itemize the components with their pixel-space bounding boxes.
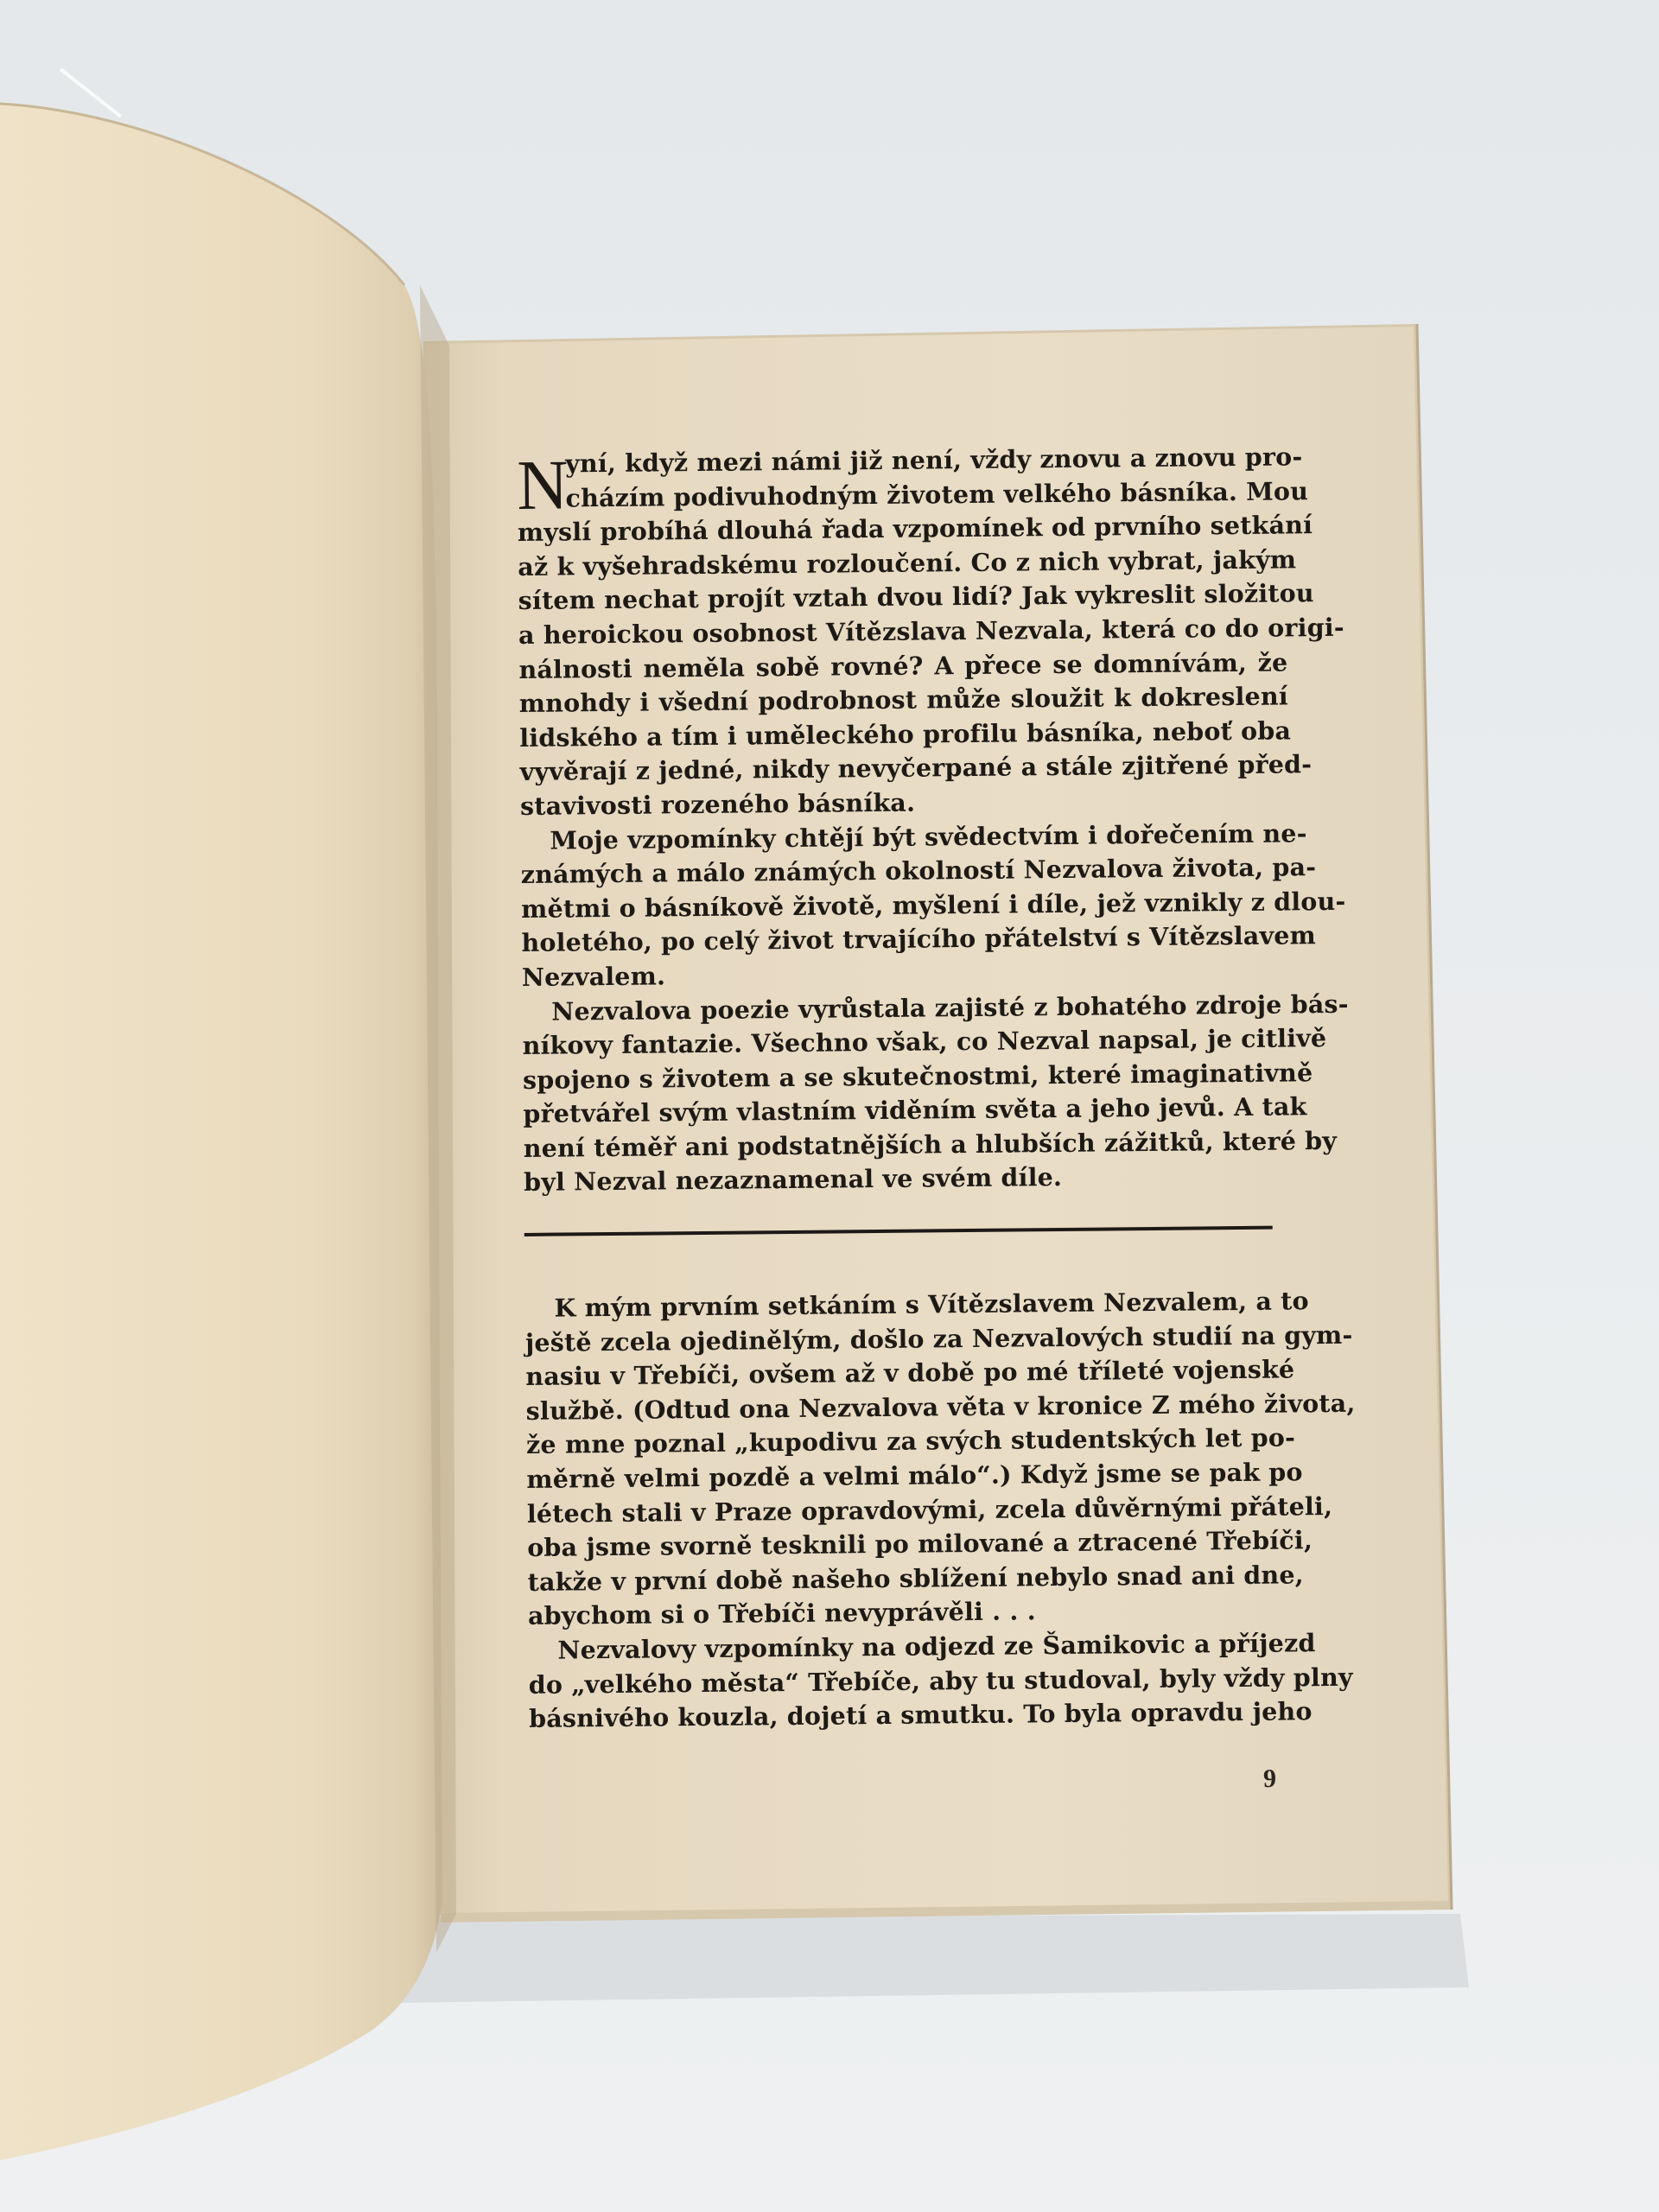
- paragraph-4: [524, 1284, 1356, 1633]
- text-line: ještě zcela ojedinělým, došlo za Nezvalových studií na gym-: [524, 1319, 1353, 1357]
- text-line: službě. (Odtud ona Nezvalova věta v kronice Z mého života,: [525, 1388, 1356, 1426]
- text-line: létech stali v Praze opravdovými, zcela důvěrnými přáteli,: [526, 1491, 1333, 1529]
- text-line: známých a málo známých okolností Nezvalova života, pa-: [520, 852, 1317, 890]
- text-line: až k vyšehradskému rozloučení. Co z nich vybrat, jakým: [518, 544, 1297, 582]
- drop-cap: N: [516, 445, 569, 524]
- text-line: K mým prvním setkáním s Vítězslavem Nezvalem, a to: [554, 1286, 1309, 1323]
- text-line: Nezvalovy vzpomínky na odjezd ze Šamikovic a příjezd: [557, 1628, 1316, 1665]
- text-line: oba jsme svorně tesknili po milované a ztracené Třebíči,: [527, 1525, 1313, 1563]
- page-number: 9: [1262, 1764, 1277, 1794]
- text-line: nasiu v Třebíči, ovšem až v době po mé tříleté vojenské: [525, 1354, 1295, 1392]
- text-line: že mne poznal „kupodivu za svých studentských let po-: [525, 1422, 1296, 1460]
- paragraph-5: [528, 1626, 1353, 1736]
- text-line: holetého, po celý život trvajícího přátelství s Vítězslavem: [521, 920, 1317, 958]
- page-text: [516, 440, 1356, 1736]
- text-line: nálnosti neměla sobě rovné? A přece se domnívám, že: [518, 647, 1288, 684]
- text-line: lidského a tím i uměleckého profilu básníka, neboť oba: [519, 715, 1292, 753]
- text-line: Nezvalem.: [521, 961, 666, 992]
- text-line: básnivého kouzla, dojetí a smutku. To byla opravdu jeho: [528, 1696, 1313, 1734]
- background-scratch: [60, 69, 121, 117]
- text-line: takže v první době našeho sblížení nebylo snad ani dne,: [527, 1560, 1304, 1597]
- text-line: Moje vzpomínky chtějí být svědectvím i dořečením ne-: [550, 817, 1307, 855]
- text-line: vyvěrají z jedné, nikdy nevyčerpané a stále zjitřené před-: [519, 749, 1313, 787]
- text-line: cházím podivuhodným životem velkého básníka. Mou: [565, 475, 1309, 513]
- text-line: mětmi o básníkově životě, myšlení i díle, jež vznikly z dlou-: [520, 886, 1346, 924]
- text-line: stavivosti rozeného básníka.: [519, 787, 916, 821]
- paragraph-2: [520, 817, 1346, 995]
- paragraph-1: [516, 440, 1344, 823]
- text-line: myslí probíhá dlouhá řada vzpomínek od prvního setkání: [517, 510, 1313, 548]
- text-line: přetvářel svým vlastním viděním světa a jeho jevů. A tak: [523, 1091, 1307, 1129]
- text-line: do „velkého města“ Třebíče, aby tu studoval, byly vždy plny: [528, 1662, 1353, 1700]
- left-page: [0, 104, 442, 2160]
- text-line: není téměř ani podstatnějších a hlubších zážitků, které by: [523, 1125, 1338, 1163]
- text-line: níkovy fantazie. Všechno však, co Nezval napsal, je citlivě: [522, 1023, 1327, 1061]
- text-line: mnohdy i všední podrobnost může sloužit k dokreslení: [518, 681, 1288, 719]
- text-line: Nezvalova poezie vyrůstala zajisté z bohatého zdroje bás-: [551, 988, 1349, 1027]
- text-line: abychom si o Třebíči nevyprávěli . . .: [527, 1596, 1036, 1631]
- text-line: spojeno s životem a se skutečnostmi, které imaginativně: [522, 1057, 1313, 1095]
- text-line: sítem nechat projít vztah dvou lidí? Jak vykreslit složitou: [518, 578, 1314, 616]
- section-gap: [524, 1229, 1294, 1292]
- text-line: měrně velmi pozdě a velmi málo“.) Když jsme se pak po: [526, 1457, 1303, 1494]
- paragraph-3: [522, 988, 1349, 1200]
- text-line: a heroickou osobnost Vítězslava Nezvala, která co do origi-: [518, 612, 1344, 650]
- text-line: byl Nezval nezaznamenal ve svém díle.: [524, 1162, 1063, 1198]
- text-line: yní, když mezi námi již není, vždy znovu a znovu pro-: [565, 442, 1303, 479]
